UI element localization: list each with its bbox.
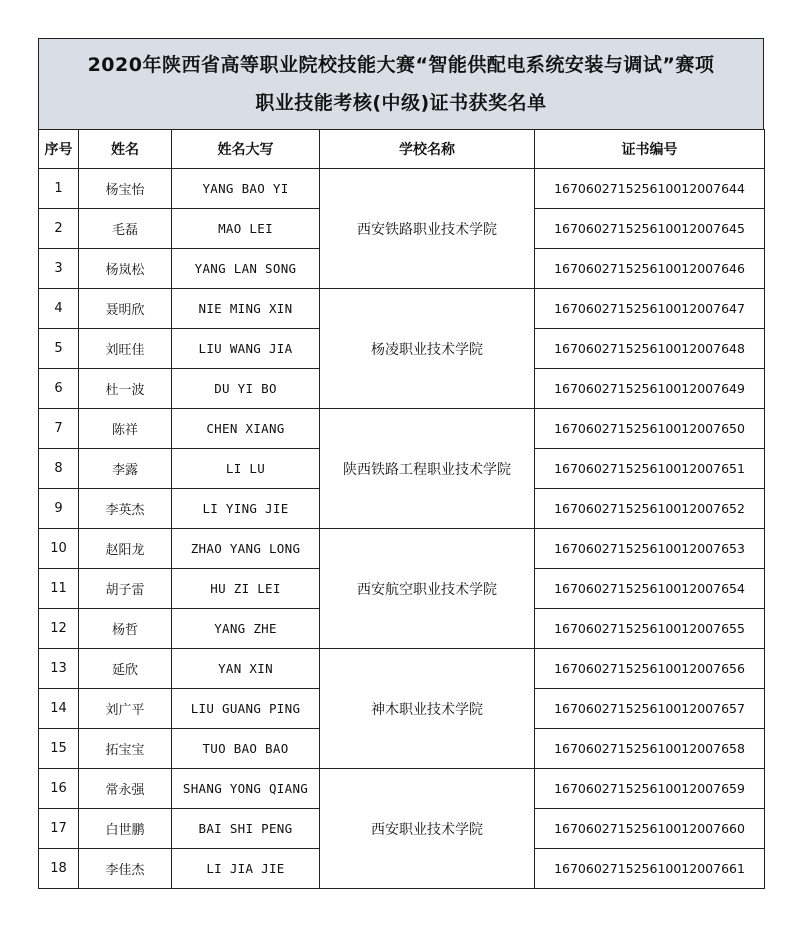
row-certificate-no: 167060271525610012007659 <box>535 769 765 809</box>
row-certificate-no: 167060271525610012007661 <box>535 849 765 889</box>
row-index: 8 <box>39 449 79 489</box>
row-name: 刘广平 <box>79 689 172 729</box>
row-name-uppercase: CHEN XIANG <box>172 409 320 449</box>
row-name-uppercase: YANG LAN SONG <box>172 249 320 289</box>
row-certificate-no: 167060271525610012007660 <box>535 809 765 849</box>
table-row <box>39 289 765 329</box>
row-index: 14 <box>39 689 79 729</box>
row-name-uppercase: LIU GUANG PING <box>172 689 320 729</box>
row-certificate-no: 167060271525610012007647 <box>535 289 765 329</box>
row-name-uppercase: DU YI BO <box>172 369 320 409</box>
row-name: 杨宝怡 <box>79 169 172 209</box>
row-name: 白世鹏 <box>79 809 172 849</box>
header-name: 姓名 <box>79 130 172 169</box>
row-certificate-no: 167060271525610012007654 <box>535 569 765 609</box>
row-name-uppercase: LI LU <box>172 449 320 489</box>
row-certificate-no: 167060271525610012007650 <box>535 409 765 449</box>
table-row <box>39 649 765 689</box>
header-index: 序号 <box>39 130 79 169</box>
award-table <box>38 129 765 889</box>
row-name: 毛磊 <box>79 209 172 249</box>
row-certificate-no: 167060271525610012007651 <box>535 449 765 489</box>
row-index: 18 <box>39 849 79 889</box>
row-index: 2 <box>39 209 79 249</box>
row-name-uppercase: ZHAO YANG LONG <box>172 529 320 569</box>
row-name-uppercase: TUO BAO BAO <box>172 729 320 769</box>
row-index: 15 <box>39 729 79 769</box>
row-certificate-no: 167060271525610012007646 <box>535 249 765 289</box>
row-name: 李佳杰 <box>79 849 172 889</box>
row-index: 1 <box>39 169 79 209</box>
row-name: 李英杰 <box>79 489 172 529</box>
row-name-uppercase: YANG BAO YI <box>172 169 320 209</box>
row-certificate-no: 167060271525610012007652 <box>535 489 765 529</box>
row-name: 胡子雷 <box>79 569 172 609</box>
row-index: 9 <box>39 489 79 529</box>
row-name: 赵阳龙 <box>79 529 172 569</box>
row-school: 杨凌职业技术学院 <box>320 289 535 409</box>
table-row <box>39 169 765 209</box>
row-name-uppercase: HU ZI LEI <box>172 569 320 609</box>
row-name-uppercase: LI YING JIE <box>172 489 320 529</box>
header-certificate-no: 证书编号 <box>535 130 765 169</box>
row-index: 12 <box>39 609 79 649</box>
row-name: 杨岚松 <box>79 249 172 289</box>
row-index: 11 <box>39 569 79 609</box>
row-index: 10 <box>39 529 79 569</box>
row-school: 陕西铁路工程职业技术学院 <box>320 409 535 529</box>
row-certificate-no: 167060271525610012007653 <box>535 529 765 569</box>
row-certificate-no: 167060271525610012007657 <box>535 689 765 729</box>
row-name: 杜一波 <box>79 369 172 409</box>
header-name-uppercase: 姓名大写 <box>172 130 320 169</box>
row-name: 拓宝宝 <box>79 729 172 769</box>
row-school: 西安铁路职业技术学院 <box>320 169 535 289</box>
header-row <box>39 130 765 169</box>
table-row <box>39 409 765 449</box>
row-name-uppercase: LI JIA JIE <box>172 849 320 889</box>
award-list-sheet <box>38 38 764 889</box>
row-name: 常永强 <box>79 769 172 809</box>
row-index: 4 <box>39 289 79 329</box>
row-school: 神木职业技术学院 <box>320 649 535 769</box>
title-line-2: 职业技能考核(中级)证书获奖名单 <box>255 92 547 114</box>
header-school: 学校名称 <box>320 130 535 169</box>
table-body <box>39 169 765 889</box>
row-name-uppercase: LIU WANG JIA <box>172 329 320 369</box>
row-index: 16 <box>39 769 79 809</box>
table-row <box>39 769 765 809</box>
title-line-1: 2020年陕西省高等职业院校技能大赛“智能供配电系统安装与调试”赛项 <box>87 54 715 76</box>
row-name-uppercase: YAN XIN <box>172 649 320 689</box>
row-name: 李露 <box>79 449 172 489</box>
row-school: 西安职业技术学院 <box>320 769 535 889</box>
row-index: 17 <box>39 809 79 849</box>
row-name: 杨哲 <box>79 609 172 649</box>
table-row <box>39 529 765 569</box>
row-index: 13 <box>39 649 79 689</box>
row-name-uppercase: BAI SHI PENG <box>172 809 320 849</box>
row-index: 6 <box>39 369 79 409</box>
row-school: 西安航空职业技术学院 <box>320 529 535 649</box>
row-certificate-no: 167060271525610012007648 <box>535 329 765 369</box>
row-name: 刘旺佳 <box>79 329 172 369</box>
row-name-uppercase: MAO LEI <box>172 209 320 249</box>
row-name-uppercase: SHANG YONG QIANG <box>172 769 320 809</box>
title-banner <box>38 38 764 129</box>
row-name-uppercase: YANG ZHE <box>172 609 320 649</box>
row-certificate-no: 167060271525610012007655 <box>535 609 765 649</box>
row-index: 7 <box>39 409 79 449</box>
row-name-uppercase: NIE MING XIN <box>172 289 320 329</box>
row-index: 5 <box>39 329 79 369</box>
row-name: 聂明欣 <box>79 289 172 329</box>
row-name: 延欣 <box>79 649 172 689</box>
row-name: 陈祥 <box>79 409 172 449</box>
row-certificate-no: 167060271525610012007658 <box>535 729 765 769</box>
row-certificate-no: 167060271525610012007645 <box>535 209 765 249</box>
row-certificate-no: 167060271525610012007649 <box>535 369 765 409</box>
row-certificate-no: 167060271525610012007644 <box>535 169 765 209</box>
row-certificate-no: 167060271525610012007656 <box>535 649 765 689</box>
row-index: 3 <box>39 249 79 289</box>
